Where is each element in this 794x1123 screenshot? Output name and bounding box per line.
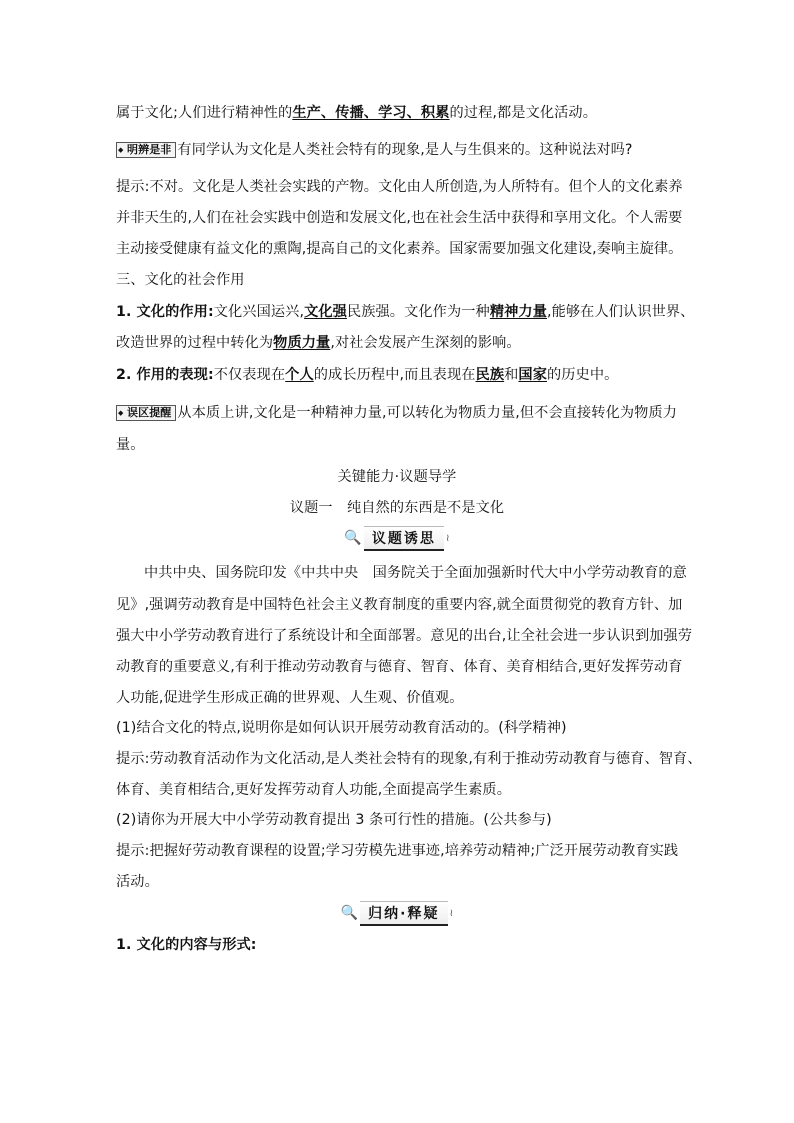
text-line: 并非天生的,人们在社会实践中创造和发展文化,也在社会生活中获得和享用文化。个人需要 <box>116 210 683 226</box>
discrimination-line: ◆ 明辨是非 有同学认为文化是人类社会特有的现象,是人与生俱来的。这种说法对吗? <box>116 140 633 160</box>
chapter-subtitle: 关键能力·议题导学 <box>337 469 457 485</box>
misconception-line: ◆ 误区提醒 从本质上讲,文化是一种精神力量,可以转化为物质力量,但不会直接转化为物质力 <box>116 403 677 423</box>
text-line: 主动接受健康有益文化的熏陶,提高自己的文化素养。国家需要加强文化建设,奏响主旋律。 <box>116 241 683 257</box>
section-heading: 三、文化的社会作用 <box>116 272 245 288</box>
hint-line: 提示:劳动教育活动作为文化活动,是人类社会特有的现象,有利于推动劳动教育与德育、智育、 <box>116 751 702 767</box>
question-line: (2)请你为开展大中小学劳动教育提出 3 条可行性的措施。(公共参与) <box>116 812 552 828</box>
topic-title: 议题一 纯自然的东西是不是文化 <box>289 500 505 516</box>
summary-banner <box>0 902 794 924</box>
text-line: 提示:不对。文化是人类社会实践的产物。文化由人所创造,为人所特有。但个人的文化素养 <box>116 179 683 195</box>
subsection-heading: 1. 文化的内容与形式: <box>116 937 257 953</box>
misconception-tag: ◆ 误区提醒 <box>116 405 176 421</box>
magnifier-icon: 🔍 <box>344 530 362 546</box>
hint-line: 提示:把握好劳动教育课程的设置;学习劳模先进事迹,培养劳动精神;广泛开展劳动教育实践 <box>116 843 679 859</box>
decoration-icon: ≀ <box>445 532 450 544</box>
key-phrase: 生产、传播、学习、积累 <box>292 105 450 121</box>
text-line: 1. 文化的作用:文化兴国运兴,文化强民族强。文化作为一种精神力量,能够在人们认识世界、 <box>116 304 695 320</box>
topic-inspiration-banner <box>0 527 794 549</box>
text-line: 属于文化;人们进行精神性的生产、传播、学习、积累的过程,都是文化活动。 <box>116 105 598 121</box>
hint-line: 体育、美育相结合,更好发挥劳动育人功能,全面提高学生素质。 <box>116 782 511 798</box>
decoration-icon: ≀ <box>449 907 454 919</box>
text-line: 量。 <box>116 437 145 453</box>
banner-label: 归纳·释疑 <box>360 901 447 926</box>
magnifier-icon: 🔍 <box>340 905 359 921</box>
paragraph-line: 见》,强调劳动教育是中国特色社会主义教育制度的重要内容,就全面贯彻党的教育方针、加 <box>116 597 683 613</box>
text-line: 2. 作用的表现:不仅表现在个人的成长历程中,而且表现在民族和国家的历史中。 <box>116 367 619 383</box>
banner-label: 议题诱思 <box>364 526 444 551</box>
question-line: (1)结合文化的特点,说明你是如何认识开展劳动教育活动的。(科学精神) <box>116 720 567 736</box>
paragraph-line: 中共中央、国务院印发《中共中央 国务院关于全面加强新时代大中小学劳动教育的意 <box>144 565 687 581</box>
paragraph-line: 强大中小学劳动教育进行了系统设计和全面部署。意见的出台,让全社会进一步认识到加强劳 <box>116 628 693 644</box>
hint-line: 活动。 <box>116 874 159 890</box>
paragraph-line: 人功能,促进学生形成正确的世界观、人生观、价值观。 <box>116 690 464 706</box>
discrimination-tag: ◆ 明辨是非 <box>116 142 176 158</box>
paragraph-line: 动教育的重要意义,有利于推动劳动教育与德育、智育、体育、美育相结合,更好发挥劳动育 <box>116 659 683 675</box>
text-line: 改造世界的过程中转化为物质力量,对社会发展产生深刻的影响。 <box>116 335 521 351</box>
